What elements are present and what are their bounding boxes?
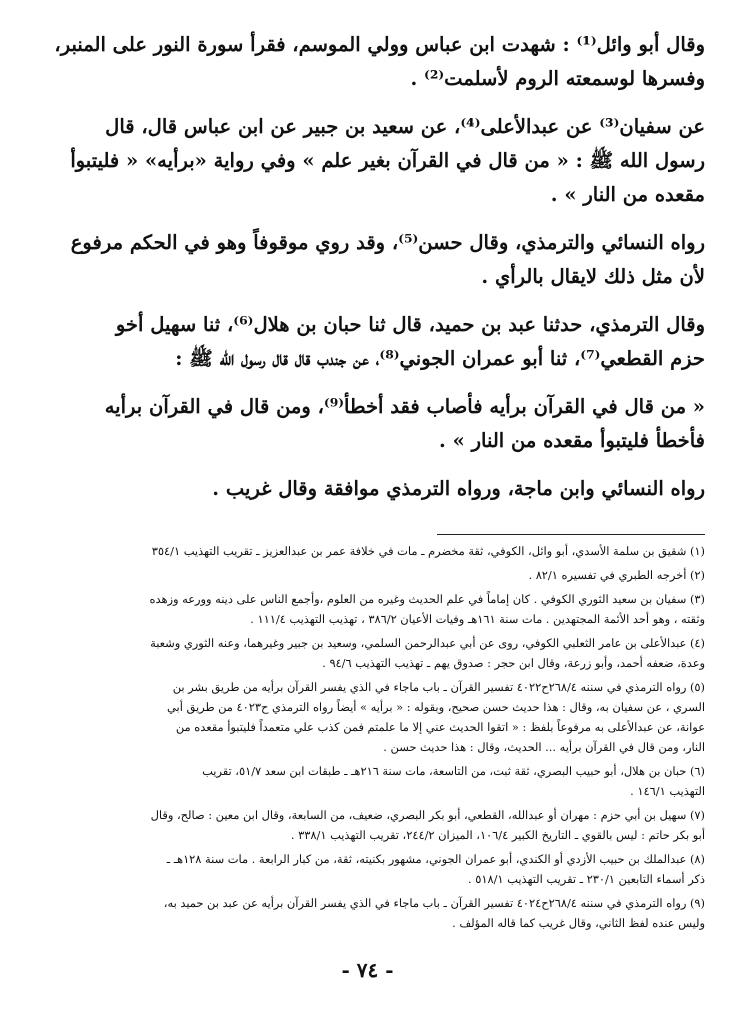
- text-line: وقال أبو وائل⁽¹⁾ : شهدت ابن عباس وولي الموسم، فقرأ سورة النور على المنبر،: [54, 33, 705, 56]
- footnote-line: ذكر أسماء التابعين ٢٣٠/١ ـ تقريب التهذيب ٥١٨/١ .: [467, 872, 705, 886]
- paragraph-abu-wail: [32, 28, 705, 96]
- footnote-6: [30, 761, 705, 801]
- text-line: وقال الترمذي، حدثنا عبد بن حميد، قال ثنا حبان بن هلال⁽⁶⁾، ثنا سهيل أخو: [115, 313, 705, 336]
- text-line: رسول الله ﷺ : « من قال في القرآن بغير علم » وفي رواية «برأيه» « فليتبوأ: [70, 149, 705, 172]
- footnote-4: [30, 633, 705, 673]
- text-line: رواه النسائي والترمذي، وقال حسن⁽⁵⁾، وقد روي موقوفاً وهو في الحكم مرفوع: [70, 231, 705, 254]
- text-line: « من قال في القرآن برأيه فأصاب فقد أخطأ⁽⁹⁾، ومن قال في القرآن برأيه: [104, 395, 705, 418]
- text-line: عن سفيان⁽³⁾ عن عبدالأعلى⁽⁴⁾، عن سعيد بن جبير عن ابن عباس قال، قال: [105, 115, 705, 138]
- footnote-9: [30, 893, 705, 933]
- footnote-1: [30, 541, 705, 561]
- footnote-line: (٤) عبدالأعلى بن عامر الثعلبي الكوفي، روى عن أبي عبدالرحمن السلمي، وسعيد بن جبير وغيرهما، وعنه الثوري وشعبة: [150, 636, 705, 650]
- footnote-line: أبو بكر حاتم : ليس بالقوي ـ التاريخ الكبير ١٠٦/٤، الميزان ٢٤٤/٢، تقريب التهذيب ٣٣٨/١ .: [290, 828, 705, 842]
- text-line: لأن مثل ذلك لايقال بالرأي .: [481, 265, 705, 288]
- paragraph-sufyan: [32, 110, 705, 212]
- footnote-8: [30, 849, 705, 889]
- paragraph-ibn-majah: [32, 472, 705, 506]
- paragraph-nasai: [32, 226, 705, 294]
- footnote-line: (٧) سهيل بن أبي حزم : مهران أو عبدالله، القطعي، أبو بكر البصري، ضعيف، من السابعة، وقال ابن معين : صالح، وقال: [150, 808, 705, 822]
- footnote-3: [30, 589, 705, 629]
- text-line: حزم القطعي⁽⁷⁾، ثنا أبو عمران الجوني⁽⁸⁾، عن جندب قال قال رسول الله ﷺ :: [175, 347, 705, 370]
- footnote-line: عوانة، عن عبدالأعلى به مرفوعاً بلفظ : « اتقوا الحديث عني إلا ما علمتم فمن كذب علي متعمداً فليتبوأ مقعده من: [175, 720, 705, 734]
- footnotes: [30, 541, 705, 937]
- text-line: مقعده من النار » .: [550, 183, 705, 206]
- page-number: - ٧٤ -: [341, 958, 394, 982]
- footnote-2: [30, 565, 705, 585]
- footnote-line: وثقته ، وهو أحد الأئمة المجتهدين . مات سنة ١٦١هـ وفيات الأعيان ٣٨٦/٢ ، تهذيب التهذيب ١١١/٤ .: [250, 612, 705, 626]
- footnote-7: [30, 805, 705, 845]
- footnote-line: وعدة، ضعفه أحمد، وأبو زرعة، وقال ابن حجر : صدوق يهم ـ تهذيب التهذيب ٩٤/٦ .: [322, 656, 705, 670]
- footnote-line: (١) شقيق بن سلمة الأسدي، أبو وائل، الكوفي، ثقة مخضرم ـ مات في خلافة عمر بن عبدالعزيز ـ تقريب التهذيب ٣٥٤/١: [151, 544, 705, 558]
- footnote-5: [30, 677, 705, 757]
- footnote-line: النار، ومن قال في القرآن برأيه ... الحديث، وقال : هذا حديث حسن .: [383, 740, 705, 754]
- footnote-divider: [437, 534, 705, 535]
- footnote-line: وليس عنده لفظ الثاني، وقال غريب كما قاله المؤلف .: [452, 916, 705, 930]
- footnote-line: (٣) سفيان بن سعيد الثوري الكوفي . كان إماماً في علم الحديث وغيره من العلوم ،وأجمع الناس على دينه وورعه وزهده: [149, 592, 705, 606]
- footnote-line: (٨) عبدالملك بن حبيب الأزدي أو الكندي، أبو عمران الجوني، مشهور بكنيته، ثقة، من كبار الرابعة . مات سنة ١٢٨هـ ـ: [166, 852, 705, 866]
- text-line: وفسرها لوسمعته الروم لأسلمت⁽²⁾ .: [410, 67, 705, 90]
- footnote-line: (٢) أخرجه الطبري في تفسيره ٨٢/١ .: [528, 568, 705, 582]
- footnote-line: التهذيب ١٤٦/١ .: [630, 784, 705, 798]
- main-text: [32, 28, 705, 520]
- paragraph-hadith: [32, 390, 705, 458]
- paragraph-tirmidhi: [32, 308, 705, 376]
- text-line: فأخطأ فليتبوأ مقعده من النار » .: [439, 429, 705, 452]
- text-line: رواه النسائي وابن ماجة، ورواه الترمذي موافقة وقال غريب .: [212, 477, 705, 500]
- footnote-line: السري ، عن سفيان به، وقال : هذا حديث حسن صحيح، وبقوله : « برأيه » أيضاً رواه الترمذي ح٤٠٢٣ من طريق أبي: [167, 700, 705, 714]
- footnote-line: (٥) رواه الترمذي في سننه ٢٦٨/٤ح٤٠٢٢ تفسير القرآن ـ باب ماجاء في الذي يفسر القرآن برأيه من طريق بشر بن: [172, 680, 705, 694]
- footnote-line: (٩) رواه الترمذي في سننه ٢٦٨/٤ح٤٠٢٤ تفسير القرآن ـ باب ماجاء في الذي يفسر القرآن برأيه عن عبد بن حميد به،: [163, 896, 705, 910]
- footnote-line: (٦) حبان بن هلال، أبو حبيب البصري، ثقة ثبت، من التاسعة، مات سنة ٢١٦هـ ـ طبقات ابن سعد ٥١/٧، تقريب: [202, 764, 705, 778]
